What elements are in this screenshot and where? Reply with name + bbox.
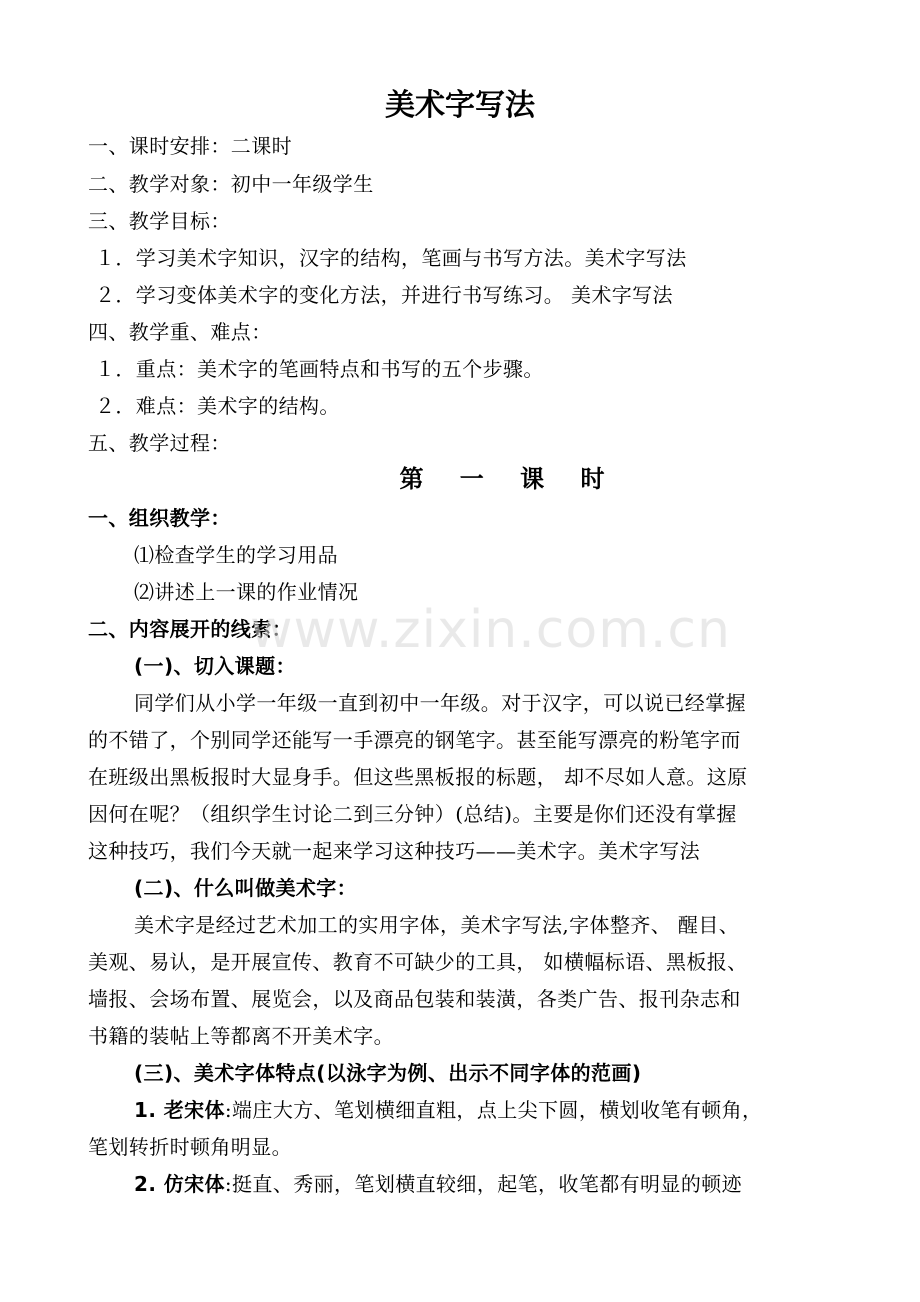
paragraph-1-line-3: 在班级出黑板报时大显身手。但这些黑板报的标题， 却不尽如人意。这原 <box>88 765 748 789</box>
subsection-2-heading: (二)、什么叫做美术字： <box>134 876 358 900</box>
subsection-1-heading: (一)、切入课题： <box>134 654 296 678</box>
font-item-2-label: 仿宋体 <box>163 1172 225 1196</box>
section-1-item-2: ⑵讲述上一课的作业情况 <box>134 580 359 604</box>
section-2-heading: 二、内容展开的线索： <box>88 617 292 641</box>
paragraph-2-line-4: 书籍的装帖上等都离不开美术字。 <box>88 1024 394 1048</box>
key-point-1: １．重点：美术字的笔画特点和书写的五个步骤。 <box>95 357 544 381</box>
paragraph-1-line-4: 因何在呢？（组织学生讨论二到三分钟）(总结)。主要是你们还没有掌握 <box>88 802 737 826</box>
session-title: 第 一 课 时 <box>399 465 619 493</box>
paragraph-2-line-2: 美观、易认，是开展宣传、教育不可缺少的工具， 如横幅标语、黑板报、 <box>88 950 748 974</box>
font-item-2-text: :挺直、秀丽，笔划横直较细，起笔，收笔都有明显的顿迹 <box>224 1172 743 1196</box>
font-item-1 <box>134 1098 838 1122</box>
schedule-line: 一、课时安排：二课时 <box>88 134 292 158</box>
font-item-1-number: 1. <box>134 1098 164 1122</box>
objectives-heading: 三、教学目标： <box>88 209 231 233</box>
subsection-3-heading: (三)、美术字体特点(以泳字为例、出示不同字体的范画) <box>134 1061 642 1085</box>
font-item-2 <box>134 1172 838 1196</box>
key-point-2: ２．难点：美术字的结构。 <box>95 394 340 418</box>
document-title: 美术字写法 <box>385 88 535 123</box>
font-item-2-number: 2. <box>134 1172 164 1196</box>
paragraph-1-line-5: 这种技巧，我们今天就一起来学习这种技巧——美术字。美术字写法 <box>88 839 700 863</box>
paragraph-1-line-2: 的不错了，个别同学还能写一手漂亮的钢笔字。甚至能写漂亮的粉笔字而 <box>88 728 741 752</box>
font-item-1-continued: 笔划转折时顿角明显。 <box>88 1135 292 1159</box>
section-1-item-1: ⑴检查学生的学习用品 <box>134 543 338 567</box>
paragraph-2-line-1: 美术字是经过艺术加工的实用字体，美术字写法,字体整齐、 醒目、 <box>134 913 740 937</box>
objective-2: ２．学习变体美术字的变化方法，并进行书写练习。 美术字写法 <box>95 283 673 307</box>
font-item-1-label: 老宋体 <box>163 1098 225 1122</box>
key-points-heading: 四、教学重、难点： <box>88 320 272 344</box>
paragraph-1-line-1: 同学们从小学一年级一直到初中一年级。对于汉字，可以说已经掌握 <box>134 691 746 715</box>
audience-line: 二、教学对象：初中一年级学生 <box>88 172 374 196</box>
watermark: www.zixin.com.cn <box>250 600 731 660</box>
font-item-1-text: :端庄大方、笔划横细直粗，点上尖下圆，横划收笔有顿角， <box>224 1098 763 1122</box>
section-1-heading: 一、组织教学： <box>88 506 231 530</box>
paragraph-2-line-3: 墙报、会场布置、展览会，以及商品包装和装潢，各类广告、报刊杂志和 <box>88 987 741 1011</box>
process-heading: 五、教学过程： <box>88 431 231 455</box>
objective-1: １．学习美术字知识，汉字的结构，笔画与书写方法。美术字写法 <box>95 246 687 270</box>
